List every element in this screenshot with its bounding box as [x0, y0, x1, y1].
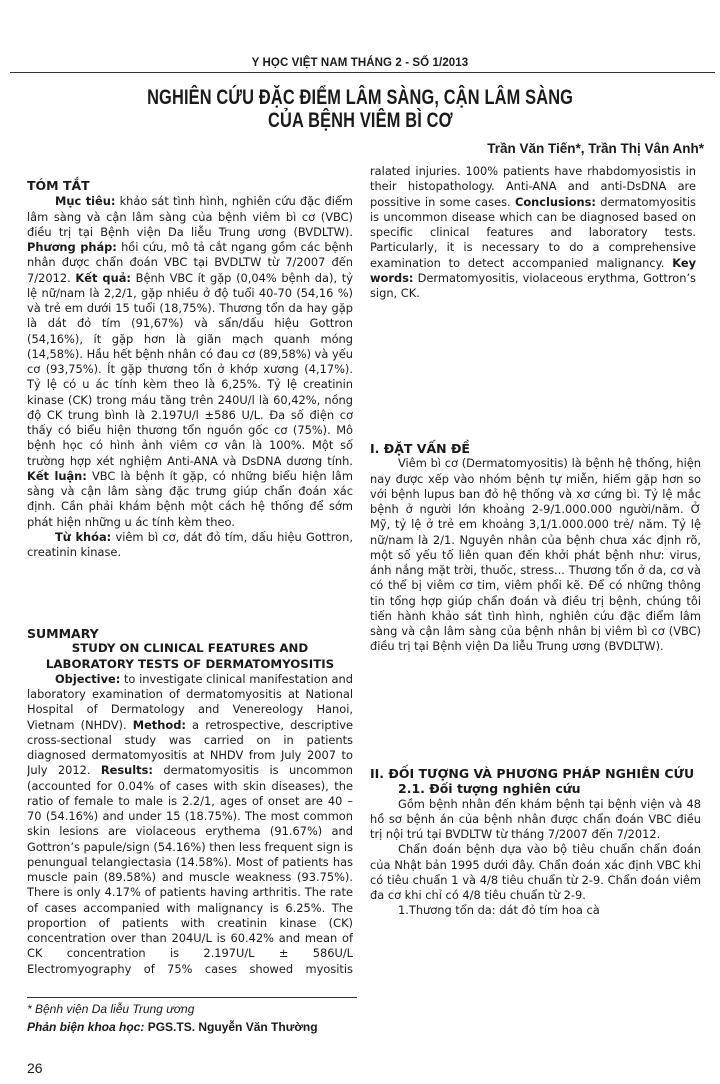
reviewer-name: PGS.TS. Nguyễn Văn Thường [144, 1020, 318, 1034]
section-2-paragraph: Chẩn đoán bệnh dựa vào bộ tiêu chuẩn chẩn đoán của Nhật bản 1995 dưới đây. Chẩn đoán xác định VBC khi có tiêu chuẩn 1 và 4/8 tiêu chuẩn từ 2-9. Chẩn đoán viêm đa cơ khi chỉ có 4/8 tiêu chuẩn từ 2-9. [370, 842, 701, 902]
text-segment: to investigate clinical manifestation and laboratory examination of dermatomyositis at National Hospital of Dermatology and Venereology Hanoi, Vietnam (NHDV). [27, 671, 353, 732]
section-1-paragraph: Viêm bì cơ (Dermatomyositis) là bệnh hệ thống, hiện nay được xếp vào nhóm bệnh tự miễn, hiếm gặp hơn so với bệnh lupus ban đỏ hệ thống và xơ cứng bì. Tỷ lệ mắc bệnh ở người lớn khoảng 2-9/1.000.000 người/năm. Ở Mỹ, tỷ lệ ở trẻ em khoảng 3,1/1.000.000 trẻ/ năm. Tỷ lệ nữ/nam là 2/1. Nguyên nhân của bệnh chưa xác định rõ, một số yếu tố liên quan đến khởi phát bệnh như: virus, ánh nắng mặt trời, thuốc, stress... Thương tổn ở da, cơ và có thể bị viêm cơ tim, viêm phổi kẽ. Để có những thông tin tổng hợp giúp chẩn đoán và điều trị bệnh, chúng tôi tiến hành khảo sát tình hình, nghiên cứu đặc điểm lâm sàng và cận lâm sàng của bệnh nhân bị viêm bì cơ (VBC) điều trị tại Bệnh viện Da liễu Trung ương (BVDLTW). [370, 456, 701, 654]
page-number: 26 [27, 1060, 43, 1076]
abstract-vi-keywords [27, 530, 353, 561]
running-head: Y HỌC VIỆT NAM THÁNG 2 - SỐ 1/2013 [251, 57, 469, 69]
text-segment: Bệnh VBC ít gặp (0,04% bệnh da), tỷ lệ nữ/nam là 2,2/1, gặp nhiều ở độ tuổi 40-70 (54,16 %) và trẻ em dưới 15 tuổi (18,75%). Thương tổn da hay gặp là dát đỏ tím (91,67%) và sẩn/dấu hiệu Gottron (54,16%), ít gặp hơn là giãn mạch quanh móng (14,58%). Hầu hết bệnh nhân có đau cơ (89,58%) và yếu cơ (93,75%). Ít gặp thương tổn ở khớp xương (4,17%). Tỷ lệ có u ác tính kèm theo là 6,25%. Tỷ lệ creatinin kinase (CK) trong máu tăng trên 240U/l là 60,42%, nồng độ CK trung bình là 2.197U/l ±586 U/L. Đa số điện cơ thấy có biểu hiện thương tổn nguồn gốc cơ (75%). Mô bệnh học có hình ảnh viêm cơ vân là 100%. Một số trường hợp xét nghiệm Anti-ANA và DsDNA dương tính. [27, 270, 353, 468]
text-segment: dermatomyositis is uncommon disease which can be diagnosed based on specific clinical features and laboratory tests. Particularly, it is necessary to do a comprehensive examination to detect accompanied malignancy. [370, 194, 696, 270]
abstract-en-heading: SUMMARY [27, 626, 99, 641]
bold-label: Phương pháp: [27, 240, 117, 254]
abstract-vi [27, 178, 353, 560]
abstract-en-title-2: LABORATORY TESTS OF DERMATOMYOSITIS [45, 656, 335, 671]
text-segment: khảo sát tình hình, nghiên cứu đặc điểm lâm sàng và cận lâm sàng của bệnh viêm bì cơ (VBC) điều trị tại Bệnh viện Da liễu Trung ương (BVDLTW). [27, 194, 354, 239]
section-2 [370, 766, 701, 919]
abstract-en-body-cont [370, 165, 696, 301]
abstract-en-title-1: STUDY ON CLINICAL FEATURES AND [71, 641, 309, 656]
footnote [27, 1000, 318, 1036]
section-2-heading: II. ĐỐI TƯỢNG VÀ PHƯƠNG PHÁP NGHIÊN CỨU [370, 766, 695, 781]
section-1-heading: I. ĐẶT VẤN ĐỀ [370, 441, 470, 456]
header-rule [10, 72, 715, 73]
bold-label: Từ khóa: [55, 529, 112, 544]
text-segment: VBC là bệnh ít gặp, có những biểu hiện lâm sàng và cận lâm sàng đặc trưng giúp chẩn đoán xác định. Cần phải khám bệnh một cách hệ thống để sớm phát hiện những u ác tính kèm theo. [27, 468, 353, 529]
footnote-rule [27, 997, 357, 998]
footnote-affiliation: * Bệnh viện Da liễu Trung ương [27, 1002, 195, 1016]
text-segment: a retrospective, descriptive cross-sectional study was carried on in patients diagnosed dermatomyositis at NHDV from July 2007 to July 2012. [27, 717, 353, 778]
authors: Trần Văn Tiến*, Trần Thị Vân Anh* [487, 141, 704, 156]
article-title [0, 86, 720, 132]
bold-label: Method: [132, 717, 186, 732]
title-line-1: NGHIÊN CỨU ĐẶC ĐIỂM LÂM SÀNG, CẬN LÂM SÀNG [146, 86, 574, 109]
section-1 [370, 441, 701, 655]
abstract-vi-body [27, 194, 353, 530]
text-segment: dermatomyositis is uncommon (accounted for 0.04% of cases with skin diseases), the ratio of female to male is 2.2/1, ages of onset are 40 – 70 (54.16%) and under 15 (18.75%). The most common skin lesions are violaceous erythema (91.67%) and Gottron’s papule/sign (54.16%) then less frequent sign is penungual telangiectasia (14.58%). Most of patients has muscle pain (89.58%) and muscle weakness (93.75%). There is only 4.17% of patients having arthritis. The rate of cases accompanied with malignancy is 6.25%. The proportion of patients with creatinin kinase (CK) concentration over than 204U/L is 60.42% and mean of CK concentration is 2.197U/L ± 586U/L Electromyography of 75% cases showed myositis [27, 763, 353, 976]
abstract-vi-heading: TÓM TẮT [27, 178, 90, 193]
bold-label: Objective: [55, 671, 121, 686]
text-segment: hồi cứu, mô tả cắt ngang gồm các bệnh nhân được chẩn đoán VBC tại BVDLTW từ 7/2007 đến 7/2012. [27, 240, 354, 285]
title-line-2: CỦA BỆNH VIÊM BÌ CƠ [267, 109, 453, 132]
section-2-paragraph: 1.Thương tổn da: dát đỏ tím hoa cà [398, 903, 600, 918]
bold-label: Conclusions: [514, 194, 596, 209]
text-segment: viêm bì cơ, dát đỏ tím, dấu hiệu Gottron, creatinin kinase. [27, 529, 353, 559]
section-2-paragraph: Gồm bệnh nhân đến khám bệnh tại bệnh viện và 48 hồ sơ bệnh án của bệnh nhân được chẩn đoán VBC điều trị nội trú tại BVDLTW từ tháng 7/2007 đến 7/2012. [370, 796, 701, 841]
section-2-subheading: 2.1. Đối tượng nghiên cứu [398, 781, 581, 797]
bold-label: Mục tiêu: [55, 194, 116, 209]
reviewer-label: Phản biện khoa học: [27, 1020, 145, 1034]
abstract-en [27, 626, 353, 978]
abstract-en-body [27, 672, 353, 978]
text-segment: Dermatomyositis, violaceous erythma, Gottron’s sign, CK. [370, 270, 696, 300]
abstract-en-continued [370, 165, 701, 455]
bold-label: Key words: [370, 255, 696, 285]
text-segment: ralated injuries. 100% patients have rhabdomyosistis in their histopathology. Anti-ANA and anti-DsDNA are possitive in some cases. [370, 165, 696, 209]
bold-label: Kết luận: [27, 468, 87, 483]
bold-label: Results: [100, 763, 153, 778]
bold-label: Kết quả: [75, 270, 131, 285]
